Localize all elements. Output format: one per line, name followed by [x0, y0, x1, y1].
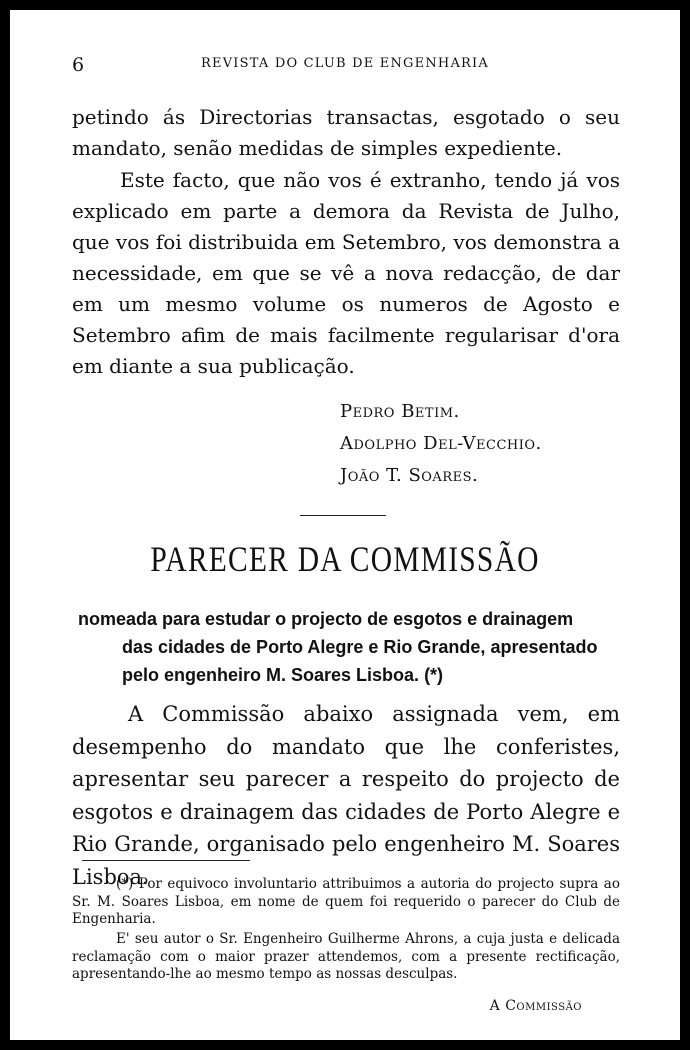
subtitle-line: das cidades de Porto Alegre e Rio Grande, apresentado: [122, 637, 598, 657]
subtitle-line: pelo engenheiro M. Soares Lisboa. (*): [122, 665, 444, 685]
page: [10, 10, 680, 1040]
footnote-signature: A Commissão: [489, 998, 582, 1014]
page-number: 6: [72, 54, 85, 76]
section-subtitle: [78, 605, 618, 689]
footnote-paragraph-1: (*) Por equivoco involuntario attribuimos a autoria do projecto supra ao Sr. M. Soares Lisboa, em nome de quem foi requerido o parecer do Club de Engenharia.: [72, 876, 620, 927]
section-title: PARECER DA COMMISSÃO: [150, 539, 540, 579]
intro-paragraph-1: petindo ás Directorias transactas, esgotado o seu mandato, senão medidas de simples expediente.: [72, 105, 620, 160]
footnote-paragraph-2: E' seu autor o Sr. Engenheiro Guilherme Ahrons, a cuja justa e delicada reclamação com o maior prazer attendemos, com a presente rectificação, apresentando-lhe ao mesmo tempo as nossas desculpas.: [72, 931, 620, 982]
signature-name: Pedro Betim.: [340, 401, 460, 422]
report-paragraph: A Commissão abaixo assignada vem, em desempenho do mandato que lhe conferistes, apresentar seu parecer a respeito do projecto de esgotos e drainagem das cidades de Porto Alegre e Rio Grande, organisado pelo engenheiro M. Soares Lisboa.: [72, 702, 620, 889]
signature-name: João T. Soares.: [340, 465, 479, 486]
signature-block: [340, 396, 542, 492]
signature-name: Adolpho Del-Vecchio.: [340, 433, 542, 454]
footnote-divider: [82, 860, 250, 861]
intro-paragraph-2: Este facto, que não vos é extranho, tendo já vos explicado em parte a demora da Revista de Julho, que vos foi distribuida em Setembro, vos demonstra a necessidade, em que se vê a nova redacção, de dar em um mesmo volume os numeros de Agosto e Setembro afim de mais facilmente regularisar d'ora em diante a sua publicação.: [72, 168, 620, 378]
subtitle-line: nomeada para estudar o projecto de esgotos e drainagem: [78, 609, 574, 629]
running-title: REVISTA DO CLUB DE ENGENHARIA: [201, 56, 489, 71]
page-header: [72, 52, 618, 76]
section-divider: [300, 515, 386, 516]
